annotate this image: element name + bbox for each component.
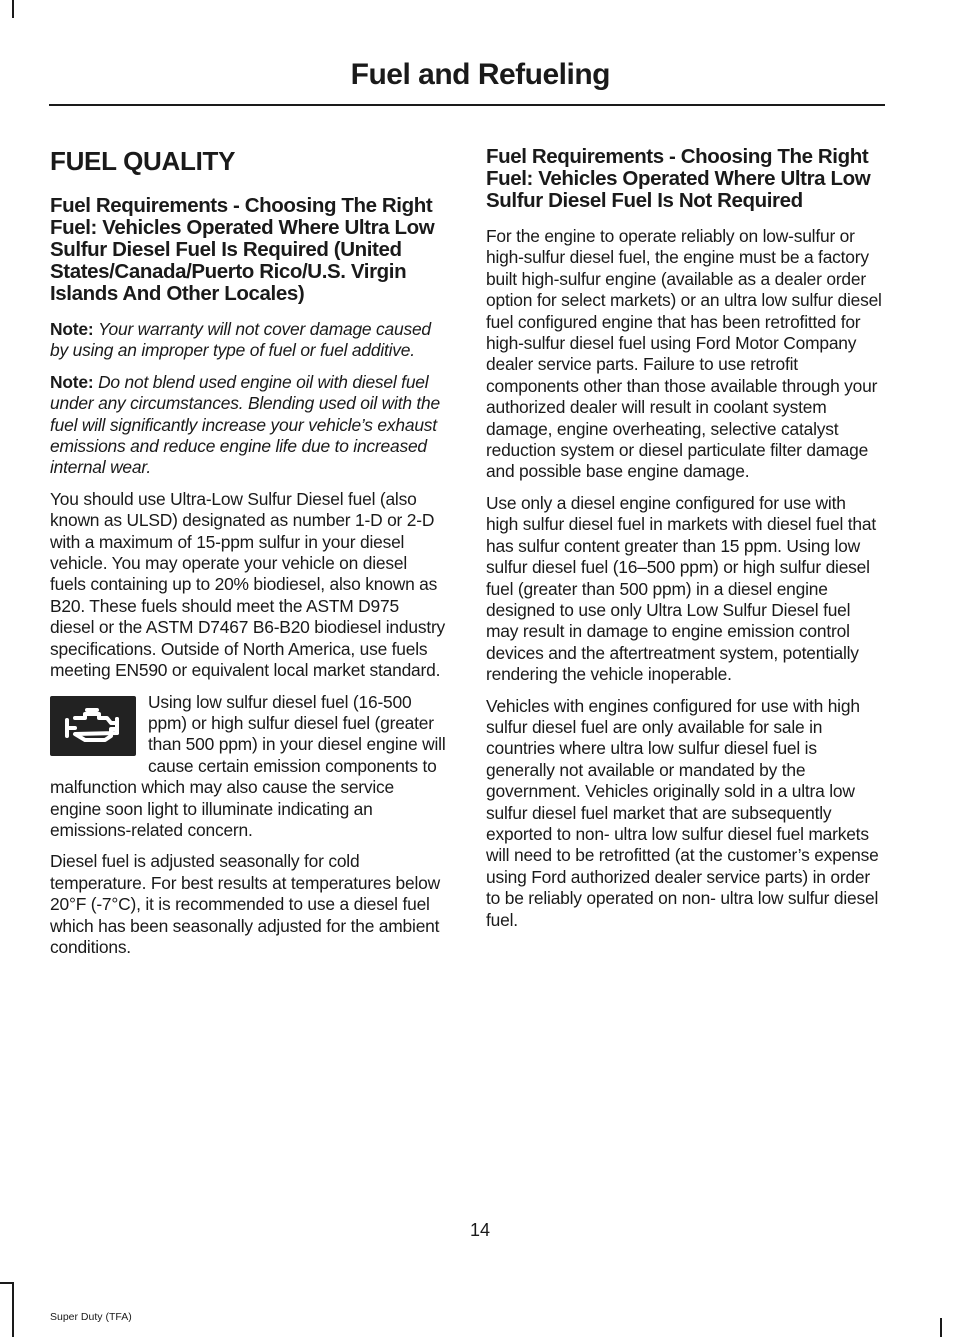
crop-mark-top-left: [12, 0, 14, 18]
note-text: Do not blend used engine oil with diesel fuel under any circumstances. Blending used oil with the fuel will significantly increase your vehicle’s exhaust emissions and reduce engine life due to increased internal wear.: [50, 371, 441, 478]
paragraph-markets: Use only a diesel engine configured for use with high sulfur diesel fuel in markets with diesel fuel that has sulfur content greater than 15 ppm. Using low sulfur diesel fuel (16–500 ppm) or high sulfur diesel fuel (greater than 500 ppm) in a diesel engine designed to use only Ultra Low Sulfur Diesel fuel may result in damage to engine emission control devices and the aftertreatment system, potentially rendering the vehicle inoperable.: [486, 492, 876, 685]
paragraph-retrofit: Vehicles with engines configured for use with high sulfur diesel fuel are only available for sale in countries where ultra low sulfur diesel fuel is generally not available or mandated by the government. Vehicles originally sold in a ultra low sulfur diesel fuel market that are subsequently exported to non- ultra low sulfur diesel fuel markets will need to be retrofitted (at the customer’s expense using Ford authorized dealer service parts) in order to be reliably operated on non- ultra low sulfur diesel fuel.: [486, 695, 879, 930]
crop-mark-bottom-right: [940, 1318, 942, 1337]
subsection-title-required: Fuel Requirements - Choosing The Right Fuel: Vehicles Operated Where Ultra Low Sulfur Diesel Fuel Is Required (United States/Canada/Puerto Rico/U.S. Virgin Islands And Other Locales): [50, 194, 435, 305]
section-title: FUEL QUALITY: [50, 146, 236, 176]
crop-mark-bottom-left: [12, 1282, 14, 1337]
note-label: Note:: [50, 319, 94, 339]
left-column: [50, 146, 446, 968]
crop-mark-bottom-left-h: [0, 1282, 14, 1284]
note-text: Your warranty will not cover damage caused by using an improper type of fuel or fuel additive.: [50, 319, 431, 361]
header-divider: [49, 104, 885, 106]
page-number: 14: [469, 1220, 491, 1240]
subsection-title-not-required: Fuel Requirements - Choosing The Right Fuel: Vehicles Operated Where Ultra Low Sulfur Diesel Fuel Is Not Required: [486, 145, 871, 212]
chapter-title: Fuel and Refueling: [350, 58, 610, 91]
note-engine-oil: [50, 372, 446, 479]
paragraph-seasonal: Diesel fuel is adjusted seasonally for cold temperature. For best results at temperatures below 20°F (-7°C), it is recommended to use a diesel fuel which has been seasonally adjusted for the ambient conditions.: [50, 851, 440, 957]
paragraph-low-sulfur-warning: Using low sulfur diesel fuel (16-500 ppm) or high sulfur diesel fuel (greater than 500 ppm) in your diesel engine will cause certain emission components to malfunction which may also cause the service engine soon light to illuminate indicating an emissions-related concern.: [50, 691, 446, 840]
paragraph-high-sulfur-engine: For the engine to operate reliably on low-sulfur or high-sulfur diesel fuel, the engine must be a factory built high-sulfur engine (available as a dealer order option for select markets) or an ultra low sulfur diesel fuel configured engine that has been retrofitted for high-sulfur diesel fuel using Ford Motor Company dealer service parts. Failure to use retrofit components other than those available through your authorized dealer will result in coolant system damage, engine overheating, selective catalyst reduction system or diesel particulate filter damage and possible base engine damage.: [486, 226, 882, 482]
check-engine-icon: [50, 696, 136, 756]
note-label: Note:: [50, 371, 94, 392]
note-warranty: [50, 319, 446, 362]
emissions-block: [50, 692, 446, 842]
model-label: Super Duty (TFA): [50, 1311, 132, 1323]
paragraph-ulsd: You should use Ultra-Low Sulfur Diesel fuel (also known as ULSD) designated as number 1-D or 2-D with a maximum of 15-ppm sulfur in your diesel vehicle. You may operate your vehicle on diesel fuels containing up to 20% biodiesel, also known as B20. These fuels should meet the ASTM D975 diesel or the ASTM D7467 B6-B20 biodiesel industry specifications. Outside of North America, use fuels meeting EN590 or equivalent local market standard.: [50, 488, 446, 681]
right-column: [486, 146, 882, 941]
